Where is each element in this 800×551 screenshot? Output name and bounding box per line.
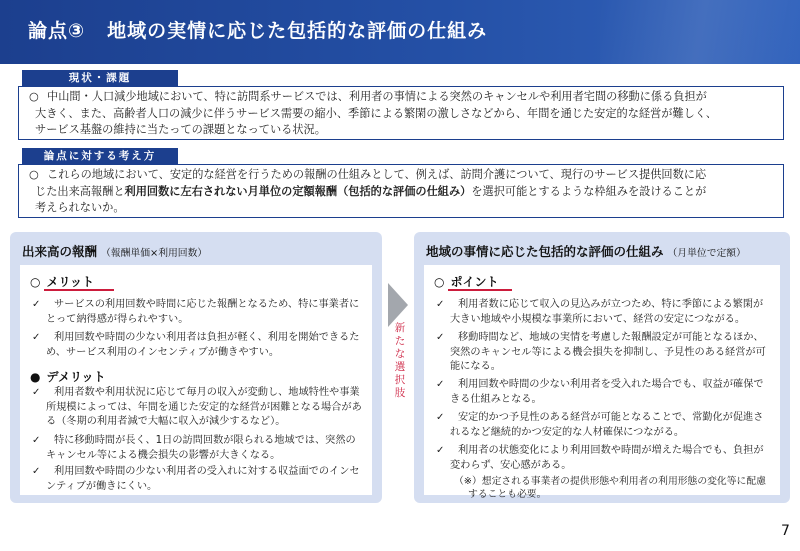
line: することも必要。 — [468, 489, 547, 500]
point-heading-text: ポイント — [450, 275, 499, 289]
approach-box — [18, 164, 784, 218]
check-icon: ✓ — [32, 466, 41, 477]
demerit-item-3 — [32, 465, 366, 494]
panel-title-text: 出来高の報酬 — [22, 244, 98, 259]
current-line-1: 中山間・人口減少地域において、特に訪問系サービスでは、利用者の事情による突然のキャンセルや利用者宅間の移動に係る負担が — [47, 90, 707, 103]
check-icon: ✓ — [436, 412, 445, 423]
line: きる仕組みとなる。 — [450, 393, 542, 405]
demerit-heading-text: デメリット — [46, 370, 106, 384]
point-item-4 — [436, 411, 774, 440]
line: 安定的かつ予見性のある経営が可能となることで、常勤化が促進さ — [458, 412, 764, 423]
merit-underline — [44, 289, 114, 291]
arrow-right-icon — [388, 283, 408, 327]
line: る（冬期の利用者減で大幅に収入が減少するなど）。 — [46, 416, 286, 427]
merit-item-2 — [32, 331, 366, 360]
approach-line-2 — [35, 184, 773, 201]
section-marker: ● — [30, 370, 41, 384]
line: 利用回数や時間の少ない利用者を受入れた場合でも、収益が確保で — [458, 379, 764, 390]
line: 突然のキャンセル等による機会損失を抑制し、予見性のある経営が可 — [450, 346, 766, 358]
approach-line-2-start: じた出来高報酬と — [35, 184, 125, 198]
approach-tab: 論点に対する考え方 — [22, 148, 178, 165]
point-underline — [448, 289, 512, 291]
monthly-flat-rate-panel — [414, 232, 790, 503]
check-icon: ✓ — [436, 299, 445, 310]
line: 利用者の状態変化により利用回数や時間が増えた場合でも、負担が — [458, 445, 764, 456]
line: 特に移動時間が長く、1日の訪問回数が限られる地域では、突然の — [54, 435, 356, 446]
check-icon: ✓ — [32, 332, 41, 343]
panel-body — [424, 265, 780, 500]
new-option-label: 新たな選択肢 — [394, 322, 406, 399]
fee-for-service-panel — [10, 232, 382, 503]
approach-highlight: 利用回数に左右されない月単位の定額報酬（包括的な評価の仕組み） — [124, 184, 472, 198]
check-icon: ✓ — [436, 445, 445, 456]
section-marker: ○ — [434, 275, 445, 289]
line: （※）想定される事業者の提供形態や利用者の利用形態の変化等に配慮 — [454, 476, 766, 487]
current-status-tab: 現状・課題 — [22, 70, 178, 87]
approach-line-2-end: を選択可能とするような枠組みを設けることが — [471, 184, 707, 198]
panel-subtitle: （月単位で定額） — [667, 248, 746, 259]
line: 利用回数や時間の少ない利用者の受入れに対する収益面でのインセ — [54, 466, 360, 477]
panel-body — [20, 265, 372, 495]
panel-title — [22, 242, 207, 260]
check-icon: ✓ — [32, 299, 41, 310]
bullet-marker: ○ — [29, 90, 39, 103]
point-item-5 — [436, 444, 774, 473]
line: ンティブが働きにくい。 — [46, 480, 158, 492]
line: 利用回数や時間の少ない利用者は負担が軽く、利用を開始できるた — [54, 332, 360, 343]
line: 変わらず、安心感がある。 — [450, 459, 572, 471]
demerit-item-1 — [32, 386, 366, 430]
check-icon: ✓ — [32, 387, 41, 398]
point-item-1 — [436, 298, 774, 327]
current-line-3: サービス基盤の維持に当たっての課題となっている状況。 — [35, 123, 326, 136]
title-text: 地域の実情に応じた包括的な評価の仕組み — [107, 20, 488, 42]
line: れるなど継続的かつ安定的な人材確保につながる。 — [450, 426, 685, 438]
line: サービスの利用回数や時間に応じた報酬となるため、特に事業者に — [54, 299, 360, 310]
point-item-2 — [436, 331, 774, 375]
current-line-2: 大きく、また、高齢者人口の減少に伴うサービス需要の縮小、季節による繁閑の激しさなどから、年間を通じた安定的な経営が難しく、 — [35, 106, 717, 120]
line: 能になる。 — [450, 361, 501, 372]
line: キャンセル等による機会損失の影響が大きくなる。 — [46, 449, 281, 461]
point-item-3 — [436, 378, 774, 407]
panel-title — [426, 242, 746, 260]
line: 利用者数に応じて収入の見込みが立つため、特に季節による繁閑が — [458, 299, 764, 310]
check-icon: ✓ — [436, 332, 445, 343]
section-marker: ○ — [30, 275, 41, 289]
line: とって納得感が得られやすい。 — [46, 313, 189, 325]
point-heading — [434, 273, 499, 290]
issue-number: 論点③ — [28, 20, 86, 42]
merit-heading — [30, 273, 94, 290]
approach-line-1: これらの地域において、安定的な経営を行うための報酬の仕組みとして、例えば、訪問介護について、現行のサービス提供回数に応 — [47, 168, 707, 181]
line: 移動時間など、地域の実情を考慮した報酬設定が可能となるほか、 — [458, 332, 764, 343]
line: 利用者数や利用状況に応じて毎月の収入が変動し、地域特性や事業 — [54, 387, 360, 398]
page-title — [28, 16, 487, 43]
merit-heading-text: メリット — [46, 275, 95, 289]
approach-line-3: 考えられないか。 — [35, 201, 125, 214]
demerit-item-2 — [32, 434, 366, 463]
panel-title-text: 地域の事情に応じた包括的な評価の仕組み — [426, 244, 664, 259]
line: 大きい地域や小規模な事業所において、経営の安定につながる。 — [450, 313, 746, 325]
banner-decoration — [600, 0, 800, 64]
bullet-marker: ○ — [29, 168, 39, 181]
line: め、サービス利用のインセンティブが働きやすい。 — [46, 346, 280, 358]
check-icon: ✓ — [436, 379, 445, 390]
check-icon: ✓ — [32, 435, 41, 446]
line: 所規模によっては、年間を通じた安定的な経営が困難となる場合があ — [46, 401, 362, 413]
current-status-box — [18, 86, 784, 140]
title-banner — [0, 0, 800, 64]
merit-item-1 — [32, 298, 366, 327]
page-number: 7 — [781, 523, 790, 539]
panel-subtitle: （報酬単価×利用回数） — [101, 248, 208, 259]
note-text — [454, 475, 774, 501]
demerit-heading — [30, 368, 106, 385]
